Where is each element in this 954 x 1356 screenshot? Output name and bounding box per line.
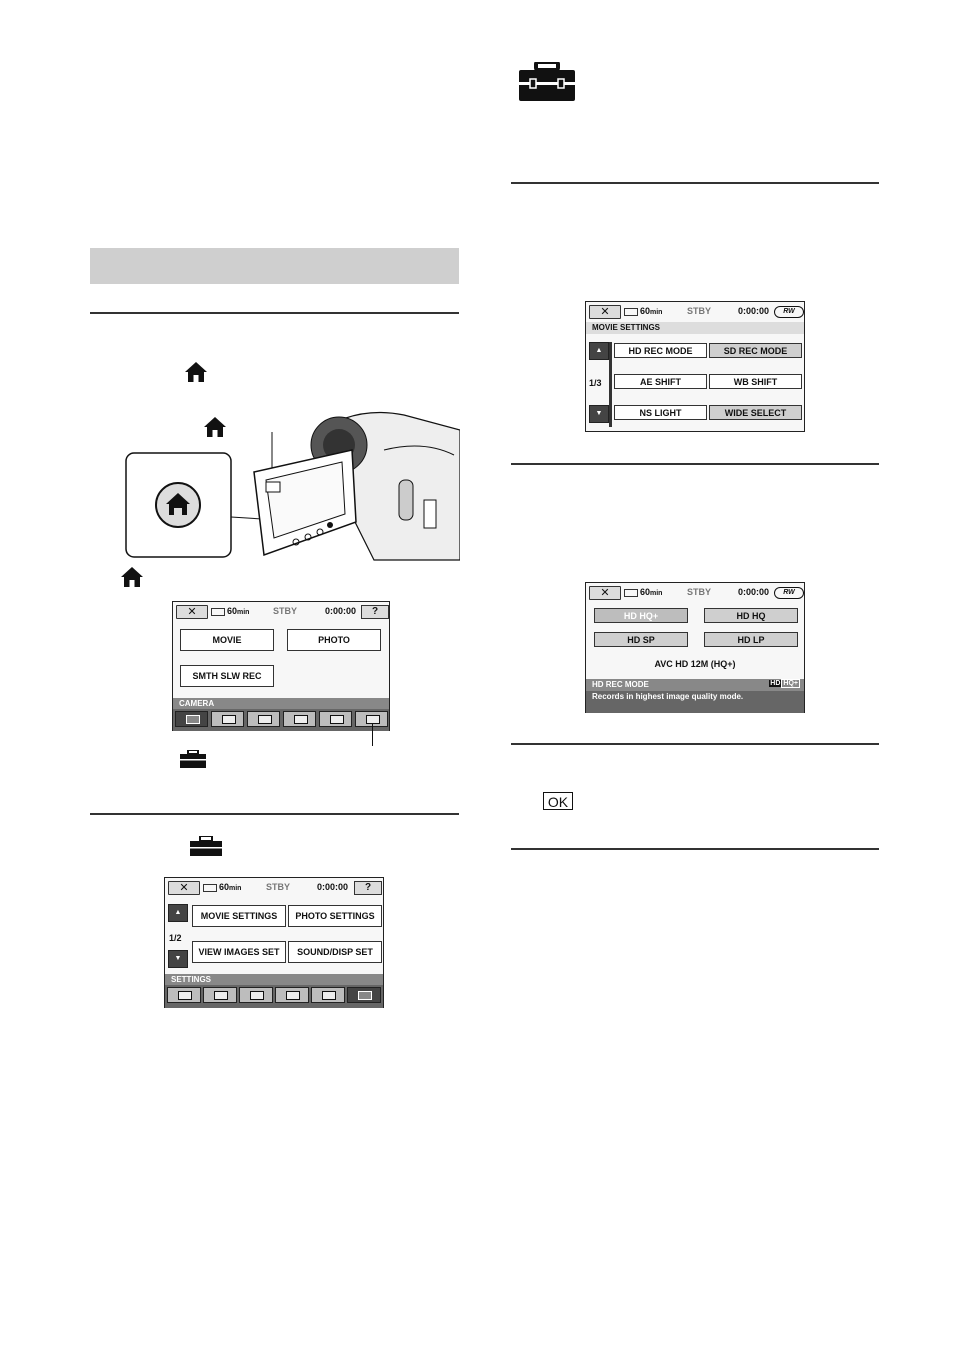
divider-left-2 bbox=[90, 813, 459, 815]
screen-title: MOVIE SETTINGS bbox=[586, 322, 804, 334]
tab-camera[interactable] bbox=[175, 711, 208, 727]
wide-select-button[interactable]: WIDE SELECT bbox=[709, 405, 802, 420]
scrollbar[interactable] bbox=[609, 342, 612, 427]
ns-light-button[interactable]: NS LIGHT bbox=[614, 405, 707, 420]
media-icon bbox=[286, 991, 300, 1000]
category-tabs bbox=[173, 709, 389, 731]
tab-playback[interactable] bbox=[203, 987, 237, 1003]
ae-shift-button[interactable]: AE SHIFT bbox=[614, 374, 707, 389]
mode-title: HD REC MODE bbox=[592, 680, 649, 689]
hd-hq-plus-button[interactable]: HD HQ+ bbox=[594, 608, 688, 623]
toolbox-icon bbox=[190, 836, 222, 856]
tab-settings[interactable] bbox=[347, 987, 381, 1003]
tab-print[interactable] bbox=[319, 711, 352, 727]
battery-remaining: 60 bbox=[640, 587, 651, 597]
divider-right-3 bbox=[511, 743, 879, 745]
camcorder-illustration bbox=[124, 410, 460, 570]
divider-right-4 bbox=[511, 848, 879, 850]
hd-rec-mode-screen bbox=[585, 582, 805, 713]
movie-settings-screen bbox=[585, 301, 805, 432]
camera-menu-screen bbox=[172, 601, 390, 731]
hd-rec-mode-button[interactable]: HD REC MODE bbox=[614, 343, 707, 358]
battery-unit: min bbox=[229, 885, 242, 892]
play-icon bbox=[222, 715, 236, 724]
mode-badge-hd: HD bbox=[770, 680, 781, 687]
status-text: STBY bbox=[266, 882, 291, 892]
close-button[interactable]: ✕ bbox=[176, 605, 208, 619]
time-counter: 0:00:00 bbox=[317, 882, 349, 892]
home-icon bbox=[184, 361, 208, 383]
battery-icon bbox=[211, 608, 225, 616]
list-icon bbox=[250, 991, 264, 1000]
tab-other[interactable] bbox=[247, 711, 280, 727]
help-button[interactable]: ? bbox=[361, 605, 389, 619]
battery-indicator bbox=[624, 587, 662, 597]
battery-remaining: 60 bbox=[219, 882, 230, 892]
callout-line bbox=[372, 724, 373, 746]
battery-indicator bbox=[211, 606, 249, 616]
battery-unit: min bbox=[650, 309, 663, 316]
media-badge bbox=[774, 306, 804, 318]
smth-slw-rec-button[interactable]: SMTH SLW REC bbox=[180, 665, 274, 687]
hd-hq-button[interactable]: HD HQ bbox=[704, 608, 798, 623]
close-button[interactable]: ✕ bbox=[589, 586, 621, 600]
divider-right-2 bbox=[511, 463, 879, 465]
mode-badge-quality: HQ+ bbox=[783, 680, 798, 687]
settings-menu-screen bbox=[164, 877, 384, 1008]
view-images-set-button[interactable]: VIEW IMAGES SET bbox=[192, 941, 286, 963]
sound-disp-set-button[interactable]: SOUND/DISP SET bbox=[288, 941, 382, 963]
category-label: CAMERA bbox=[173, 698, 389, 709]
battery-indicator bbox=[203, 882, 241, 892]
media-type: RW bbox=[783, 589, 795, 596]
toolbox-icon bbox=[518, 62, 576, 102]
battery-remaining: 60 bbox=[640, 306, 651, 316]
scroll-up-button[interactable]: ▲ bbox=[168, 904, 188, 922]
scroll-down-button[interactable]: ▼ bbox=[589, 405, 609, 423]
photo-settings-button[interactable]: PHOTO SETTINGS bbox=[288, 905, 382, 927]
tab-playback[interactable] bbox=[211, 711, 244, 727]
mode-description: Records in highest image quality mode. bbox=[586, 691, 804, 713]
scroll-down-button[interactable]: ▼ bbox=[168, 950, 188, 968]
status-text: STBY bbox=[687, 306, 712, 316]
wb-shift-button[interactable]: WB SHIFT bbox=[709, 374, 802, 389]
battery-icon bbox=[203, 884, 217, 892]
bitrate-info: AVC HD 12M (HQ+) bbox=[654, 659, 736, 669]
mode-info-bar bbox=[586, 679, 804, 691]
scroll-up-button[interactable]: ▲ bbox=[589, 342, 609, 360]
media-badge bbox=[774, 587, 804, 599]
toolbox-icon bbox=[180, 750, 206, 768]
sd-rec-mode-button[interactable]: SD REC MODE bbox=[709, 343, 802, 358]
close-button[interactable]: ✕ bbox=[168, 881, 200, 895]
time-counter: 0:00:00 bbox=[738, 587, 770, 597]
page-indicator: 1/2 bbox=[169, 933, 182, 943]
battery-icon bbox=[624, 308, 638, 316]
toolbox-icon bbox=[366, 715, 380, 724]
battery-icon bbox=[624, 589, 638, 597]
battery-indicator bbox=[624, 306, 662, 316]
page-indicator: 1/3 bbox=[589, 378, 602, 388]
movie-settings-button[interactable]: MOVIE SETTINGS bbox=[192, 905, 286, 927]
battery-unit: min bbox=[237, 609, 250, 616]
tab-manage-media[interactable] bbox=[283, 711, 316, 727]
media-type: RW bbox=[783, 308, 795, 315]
tab-camera[interactable] bbox=[167, 987, 201, 1003]
time-counter: 0:00:00 bbox=[325, 606, 357, 616]
divider-left-1 bbox=[90, 312, 459, 314]
mode-badge bbox=[769, 680, 800, 687]
close-button[interactable]: ✕ bbox=[589, 305, 621, 319]
hd-sp-button[interactable]: HD SP bbox=[594, 632, 688, 647]
camera-icon bbox=[178, 991, 192, 1000]
time-counter: 0:00:00 bbox=[738, 306, 770, 316]
movie-button[interactable]: MOVIE bbox=[180, 629, 274, 651]
camera-icon bbox=[186, 715, 200, 724]
photo-button[interactable]: PHOTO bbox=[287, 629, 381, 651]
divider-right-1 bbox=[511, 182, 879, 184]
print-icon bbox=[330, 715, 344, 724]
status-text: STBY bbox=[273, 606, 298, 616]
media-icon bbox=[294, 715, 308, 724]
status-text: STBY bbox=[687, 587, 712, 597]
section-heading-band bbox=[90, 248, 459, 284]
battery-unit: min bbox=[650, 590, 663, 597]
ok-button[interactable]: OK bbox=[543, 792, 573, 810]
play-icon bbox=[214, 991, 228, 1000]
category-label: SETTINGS bbox=[165, 974, 383, 985]
print-icon bbox=[322, 991, 336, 1000]
help-button[interactable]: ? bbox=[354, 881, 382, 895]
tab-manage-media[interactable] bbox=[275, 987, 309, 1003]
category-tabs bbox=[165, 985, 383, 1008]
tab-print[interactable] bbox=[311, 987, 345, 1003]
tab-other[interactable] bbox=[239, 987, 273, 1003]
list-icon bbox=[258, 715, 272, 724]
battery-remaining: 60 bbox=[227, 606, 238, 616]
hd-lp-button[interactable]: HD LP bbox=[704, 632, 798, 647]
toolbox-icon bbox=[358, 991, 372, 1000]
